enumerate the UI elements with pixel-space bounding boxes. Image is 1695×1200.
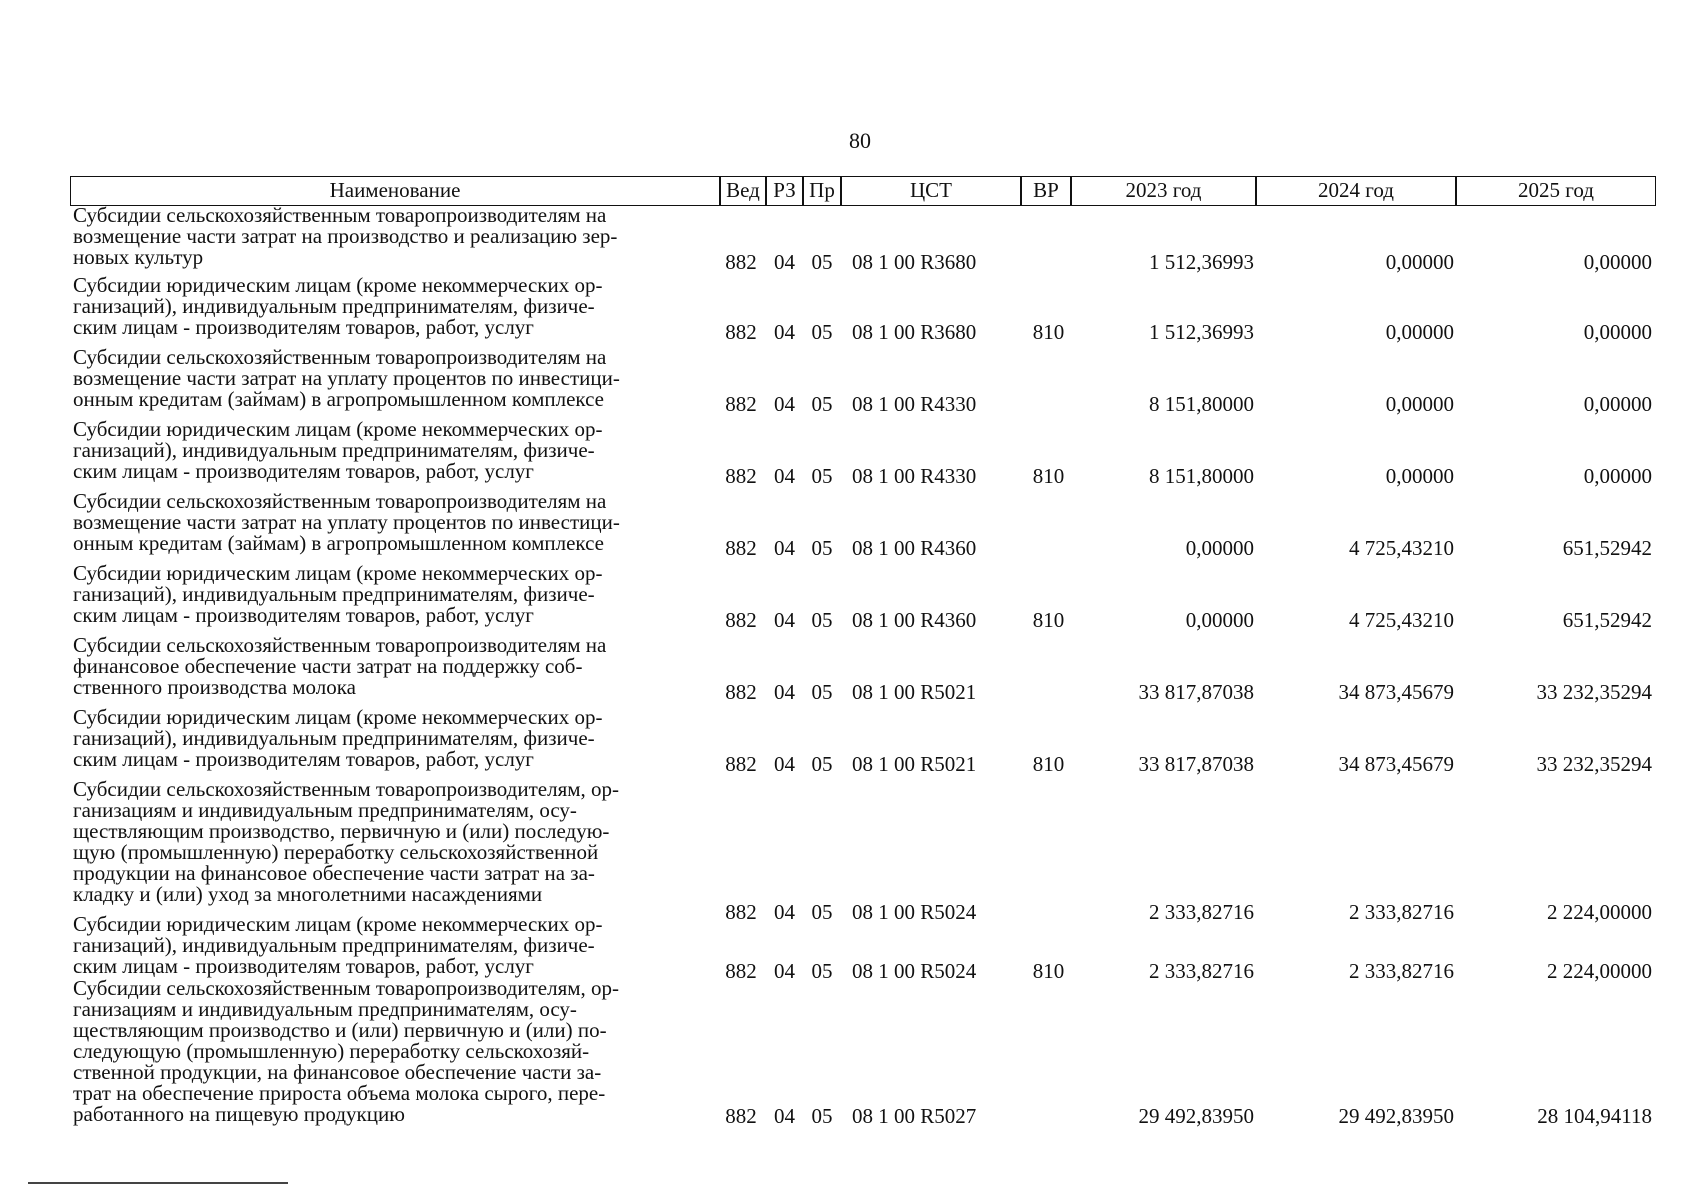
cell-y2023: 0,00000 [1185, 608, 1254, 632]
cell-vr: 810 [1032, 608, 1065, 632]
cell-ved: 882 [725, 752, 757, 776]
cell-ved: 882 [725, 680, 757, 704]
footer-divider [28, 1182, 288, 1184]
cell-ved: 882 [725, 320, 757, 344]
row-name: Субсидии юридическим лицам (кроме некоммерческих ор- ганизаций), индивидуальным предпринимателям, физиче- ским лицам - производителям товаров, работ, услуг [73, 912, 603, 978]
cell-rz: 04 [774, 959, 795, 983]
cell-rz: 04 [774, 392, 795, 416]
cell-cst: 08 1 00 R5027 [852, 1104, 977, 1128]
cell-ved: 882 [725, 392, 757, 416]
cell-cst: 08 1 00 R4360 [852, 608, 977, 632]
cell-cst: 08 1 00 R5024 [852, 900, 977, 924]
header-vr: ВР [1021, 176, 1071, 206]
cell-vr: 810 [1032, 959, 1065, 983]
header-2024: 2024 год [1256, 176, 1456, 206]
cell-pr: 05 [811, 250, 833, 274]
cell-pr: 05 [811, 752, 833, 776]
cell-y2023: 8 151,80000 [1149, 464, 1254, 488]
cell-pr: 05 [811, 680, 833, 704]
cell-y2024: 0,00000 [1385, 392, 1454, 416]
row-name: Субсидии сельскохозяйственным товаропроизводителям на возмещение части затрат на уплату процентов по инвестици- онным кредитам (займам) в агропромышленном комплексе [73, 489, 620, 555]
cell-y2025: 0,00000 [1583, 320, 1652, 344]
cell-pr: 05 [811, 1104, 833, 1128]
cell-ved: 882 [725, 1104, 757, 1128]
row-name: Субсидии сельскохозяйственным товаропроизводителям на возмещение части затрат на уплату процентов по инвестици- онным кредитам (займам) в агропромышленном комплексе [73, 345, 620, 411]
cell-rz: 04 [774, 900, 795, 924]
cell-y2025: 2 224,00000 [1547, 959, 1652, 983]
cell-rz: 04 [774, 1104, 795, 1128]
cell-y2025: 2 224,00000 [1547, 900, 1652, 924]
cell-pr: 05 [811, 959, 833, 983]
cell-rz: 04 [774, 752, 795, 776]
cell-ved: 882 [725, 250, 757, 274]
row-name: Субсидии сельскохозяйственным товаропроизводителям, ор- ганизациям и индивидуальным предпринимателям, осу- ществляющим производство, первичную и (или) последую- щую (промышленную) переработку сельскохозяйственной продукции на финансовое обеспечение части затрат на за- кладку и (или) уход за многолетними насаждениями [73, 777, 620, 906]
cell-pr: 05 [811, 608, 833, 632]
cell-pr: 05 [811, 320, 833, 344]
cell-cst: 08 1 00 R3680 [852, 250, 977, 274]
cell-y2025: 651,52942 [1562, 536, 1652, 560]
cell-cst: 08 1 00 R5021 [852, 752, 977, 776]
cell-y2023: 2 333,82716 [1149, 959, 1254, 983]
cell-y2023: 0,00000 [1185, 536, 1254, 560]
header-2023: 2023 год [1071, 176, 1256, 206]
cell-y2024: 34 873,45679 [1338, 752, 1454, 776]
cell-y2024: 0,00000 [1385, 464, 1454, 488]
cell-y2024: 0,00000 [1385, 320, 1454, 344]
row-name: Субсидии юридическим лицам (кроме некоммерческих ор- ганизаций), индивидуальным предпринимателям, физиче- ским лицам - производителям товаров, работ, услуг [73, 417, 603, 483]
cell-vr: 810 [1032, 464, 1065, 488]
cell-y2023: 29 492,83950 [1138, 1104, 1254, 1128]
cell-rz: 04 [774, 320, 795, 344]
cell-vr: 810 [1032, 752, 1065, 776]
cell-y2024: 34 873,45679 [1338, 680, 1454, 704]
cell-y2025: 651,52942 [1562, 608, 1652, 632]
cell-cst: 08 1 00 R4330 [852, 464, 977, 488]
cell-cst: 08 1 00 R5021 [852, 680, 977, 704]
cell-y2024: 4 725,43210 [1349, 608, 1454, 632]
cell-y2023: 8 151,80000 [1149, 392, 1254, 416]
cell-y2024: 29 492,83950 [1338, 1104, 1454, 1128]
cell-rz: 04 [774, 608, 795, 632]
page-number: 80 [849, 128, 871, 153]
cell-ved: 882 [725, 900, 757, 924]
header-name: Наименование [70, 176, 720, 206]
cell-y2023: 1 512,36993 [1149, 250, 1254, 274]
row-name: Субсидии юридическим лицам (кроме некоммерческих ор- ганизаций), индивидуальным предпринимателям, физиче- ским лицам - производителям товаров, работ, услуг [73, 273, 603, 339]
row-name: Субсидии сельскохозяйственным товаропроизводителям на финансовое обеспечение части затрат на поддержку соб- ственного производства молока [73, 633, 607, 699]
cell-y2025: 0,00000 [1583, 392, 1652, 416]
cell-pr: 05 [811, 900, 833, 924]
cell-ved: 882 [725, 536, 757, 560]
cell-pr: 05 [811, 392, 833, 416]
cell-y2023: 33 817,87038 [1138, 680, 1254, 704]
cell-rz: 04 [774, 680, 795, 704]
cell-y2024: 4 725,43210 [1349, 536, 1454, 560]
row-name: Субсидии сельскохозяйственным товаропроизводителям на возмещение части затрат на производство и реализацию зер- новых культур [73, 203, 618, 269]
header-2025: 2025 год [1456, 176, 1656, 206]
cell-y2023: 33 817,87038 [1138, 752, 1254, 776]
cell-y2025: 28 104,94118 [1537, 1104, 1652, 1128]
header-pr: Пр [803, 176, 841, 206]
row-name: Субсидии юридическим лицам (кроме некоммерческих ор- ганизаций), индивидуальным предпринимателям, физиче- ским лицам - производителям товаров, работ, услуг [73, 561, 603, 627]
cell-cst: 08 1 00 R4330 [852, 392, 977, 416]
cell-cst: 08 1 00 R3680 [852, 320, 977, 344]
row-name: Субсидии сельскохозяйственным товаропроизводителям, ор- ганизациям и индивидуальным предпринимателям, осу- ществляющим производство и (или) первичную и (или) по- следующую (промышленную) переработку сельскохозяй- ственной продукции, на финансовое обеспечение части за- трат на обеспечение прироста объема молока сырого, пере- работанного на пищевую продукцию [73, 976, 620, 1126]
cell-y2025: 33 232,35294 [1536, 680, 1652, 704]
cell-y2023: 1 512,36993 [1149, 320, 1254, 344]
cell-y2024: 2 333,82716 [1349, 900, 1454, 924]
cell-cst: 08 1 00 R5024 [852, 959, 977, 983]
cell-vr: 810 [1032, 320, 1065, 344]
cell-ved: 882 [725, 959, 757, 983]
cell-pr: 05 [811, 464, 833, 488]
row-name: Субсидии юридическим лицам (кроме некоммерческих ор- ганизаций), индивидуальным предпринимателям, физиче- ским лицам - производителям товаров, работ, услуг [73, 705, 603, 771]
cell-pr: 05 [811, 536, 833, 560]
cell-cst: 08 1 00 R4360 [852, 536, 977, 560]
cell-rz: 04 [774, 464, 795, 488]
cell-ved: 882 [725, 608, 757, 632]
header-ved: Вед [720, 176, 766, 206]
cell-y2025: 0,00000 [1583, 464, 1652, 488]
cell-y2024: 2 333,82716 [1349, 959, 1454, 983]
cell-y2023: 2 333,82716 [1149, 900, 1254, 924]
cell-rz: 04 [774, 250, 795, 274]
cell-y2024: 0,00000 [1385, 250, 1454, 274]
header-cst: ЦСТ [841, 176, 1021, 206]
header-rz: РЗ [766, 176, 803, 206]
cell-y2025: 0,00000 [1583, 250, 1652, 274]
cell-rz: 04 [774, 536, 795, 560]
cell-y2025: 33 232,35294 [1536, 752, 1652, 776]
cell-ved: 882 [725, 464, 757, 488]
